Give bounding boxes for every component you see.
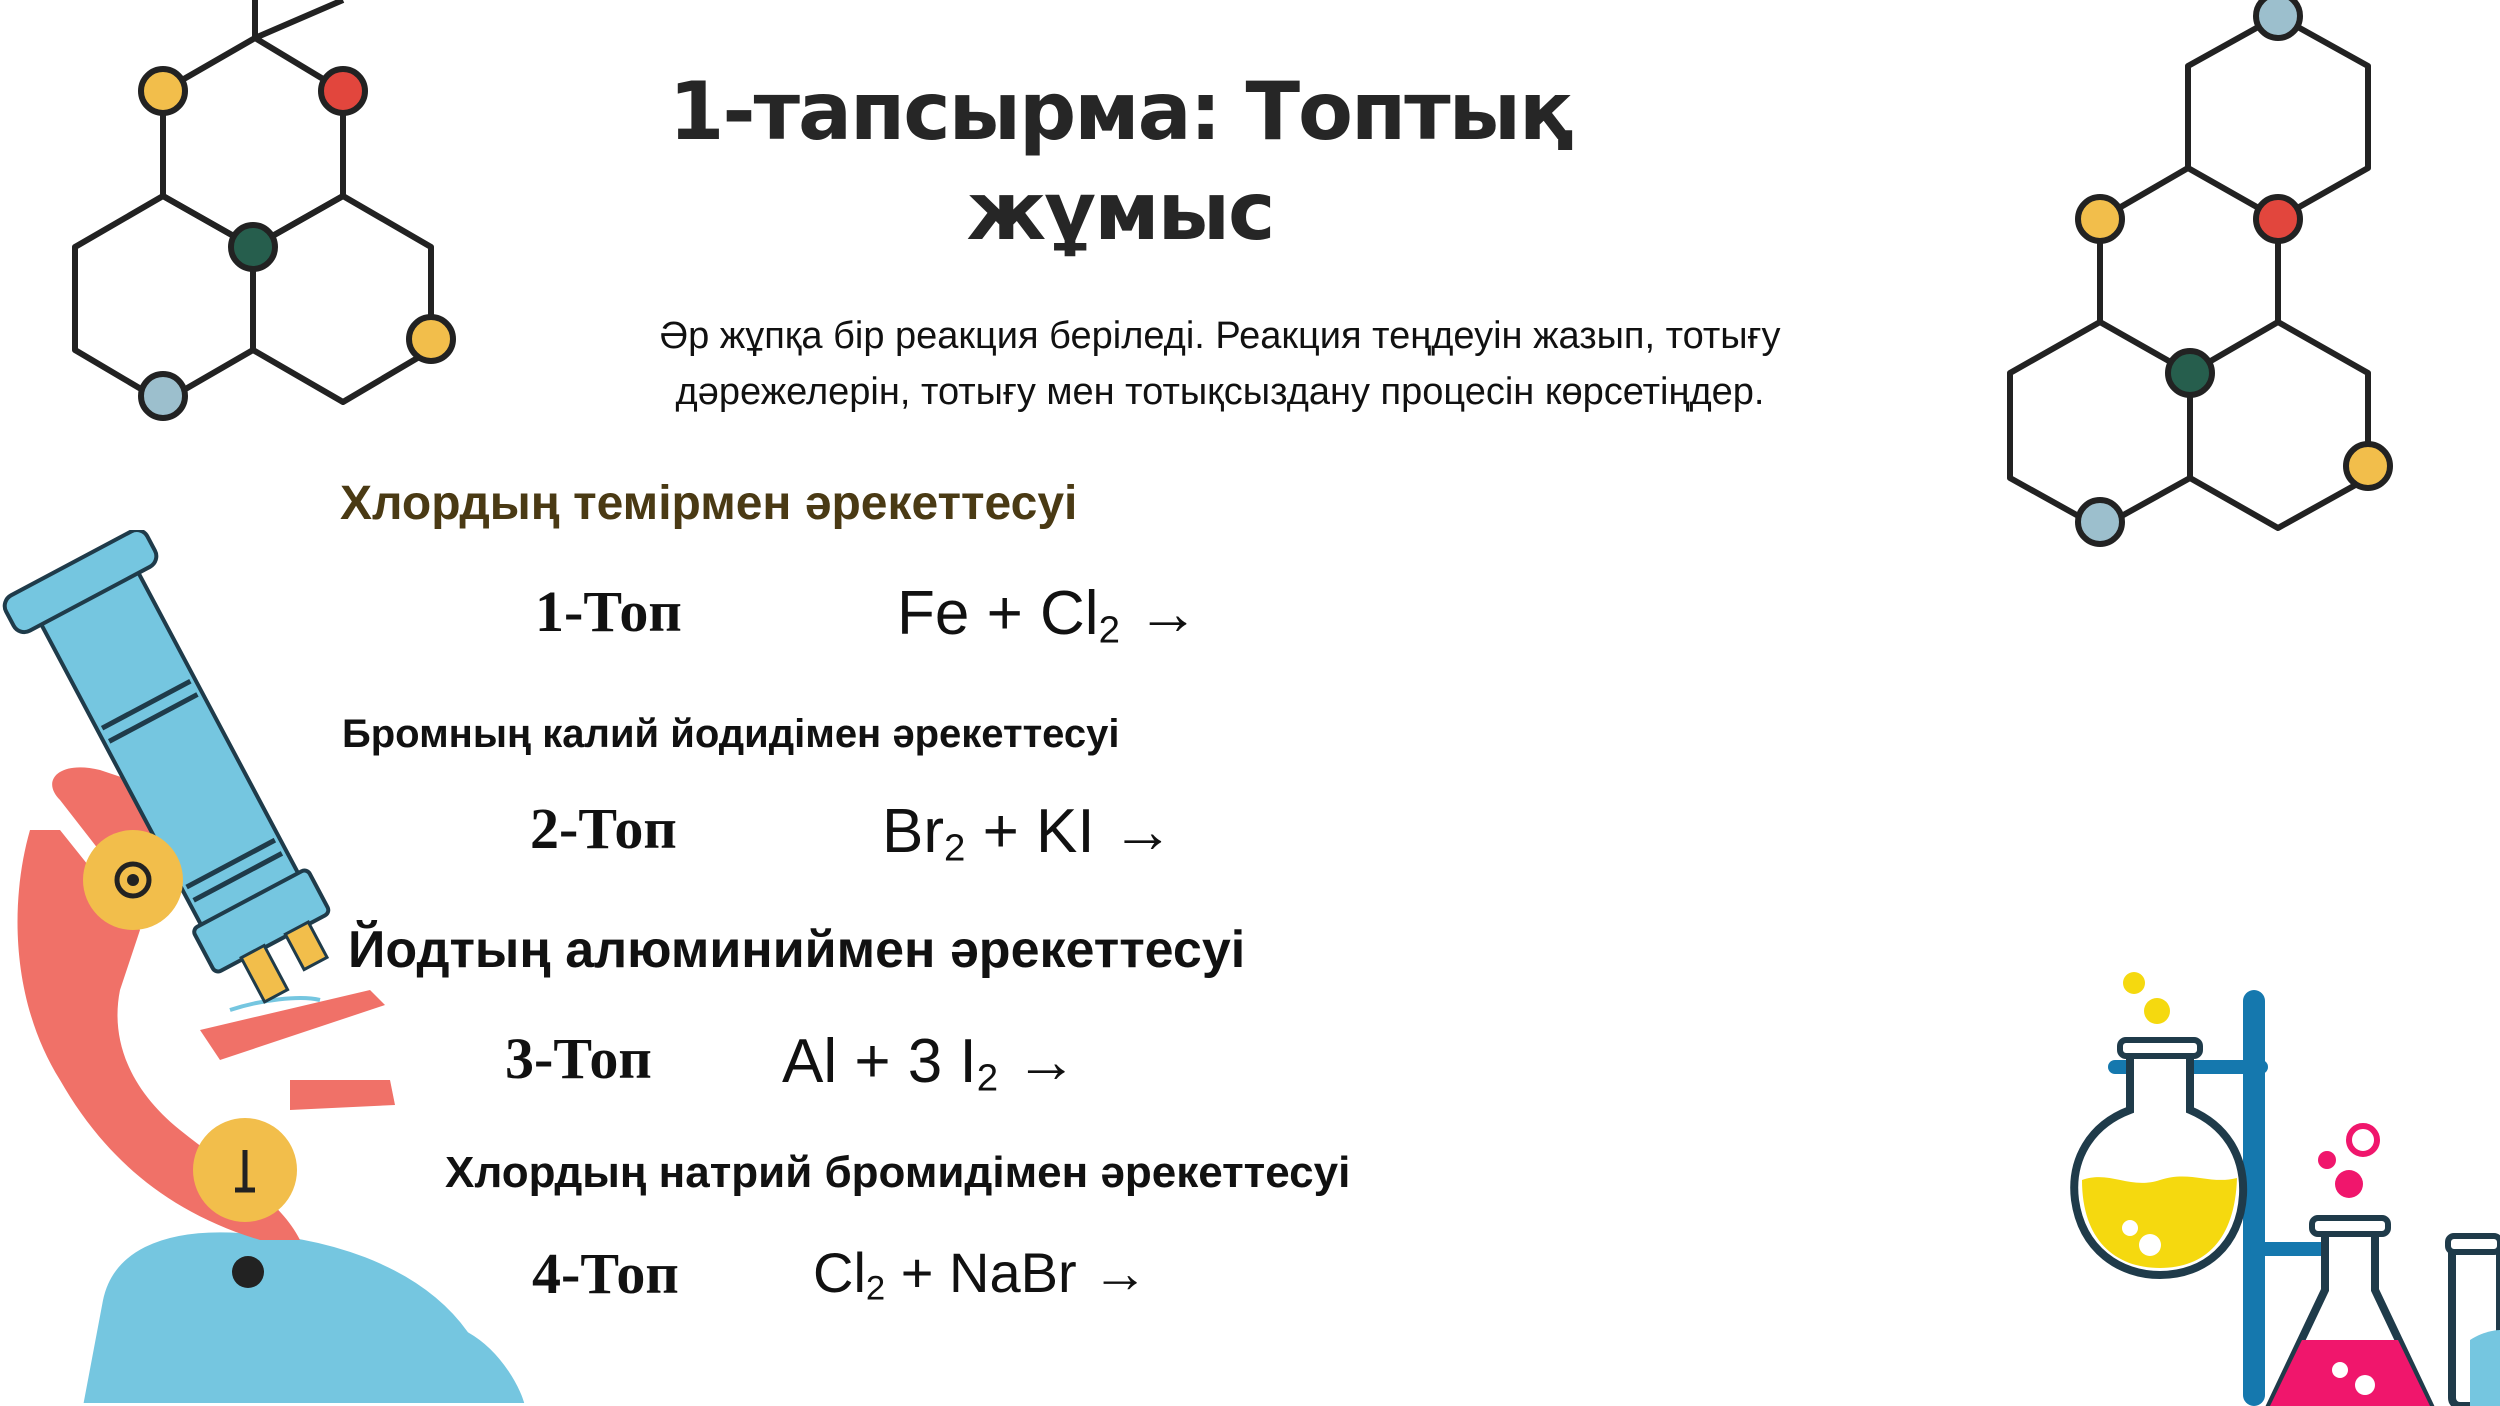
equation-1-part: Fe + Cl [897,579,1099,648]
molecule-top-left-illustration [60,0,480,430]
instruction-text [560,308,1880,420]
instruction-line-2: дәрежелерін, тотығу мен тотықсыздану процесін көрсетіңдер. [675,371,1765,413]
reaction-3-title: Йодтың алюминиймен әрекеттесуі [348,921,1246,979]
equation-4-part: + NaBr → [885,1241,1149,1304]
molecule-node [2256,197,2300,241]
equation-4-subscript: 2 [865,1269,886,1308]
instruction-line-1: Әр жұпқа бір реакция беріледі. Реакция теңдеуін жазып, тотығу [659,315,1781,357]
equation-4 [813,1240,1148,1309]
molecule-top-right-illustration [1990,0,2410,560]
equation-3-subscript: 2 [976,1056,999,1100]
title-line-2: жұмыс [966,165,1274,258]
group-3-label: 3-Топ [505,1026,652,1091]
group-2-label: 2-Топ [530,796,677,861]
group-4-label: 4-Топ [532,1241,679,1306]
equation-3-part: → [998,1027,1078,1096]
reaction-4-title: Хлордың натрий бромидімен әрекеттесуі [445,1148,1351,1197]
page-title [600,62,1640,262]
reaction-1-title: Хлордың темірмен әрекеттесуі [340,477,1078,530]
equation-3 [782,1026,1077,1100]
equation-2-subscript: 2 [944,826,966,870]
molecule-node [2346,444,2390,488]
lab-flasks-illustration [2060,960,2500,1406]
molecule-node [2078,197,2122,241]
molecule-node [141,374,185,418]
molecule-node [409,317,453,361]
reaction-2-title: Бромның калий йодидімен әрекеттесуі [342,712,1120,756]
title-line-1: 1-тапсырма: Топтық [668,65,1572,158]
molecule-node [2168,351,2212,395]
equation-2-part: Br [882,797,944,866]
equation-1 [897,578,1199,652]
equation-1-part: → [1119,579,1200,648]
molecule-node [2256,0,2300,38]
equation-2-part: + KI → [965,797,1174,866]
molecule-node [2078,500,2122,544]
molecule-node [231,225,275,269]
equation-3-part: Al + 3 I [782,1027,977,1096]
equation-1-subscript: 2 [1098,608,1120,652]
equation-4-part: Cl [813,1241,866,1304]
molecule-node [141,69,185,113]
molecule-node [321,69,365,113]
group-1-label: 1-Топ [535,579,682,644]
equation-2 [882,796,1174,870]
